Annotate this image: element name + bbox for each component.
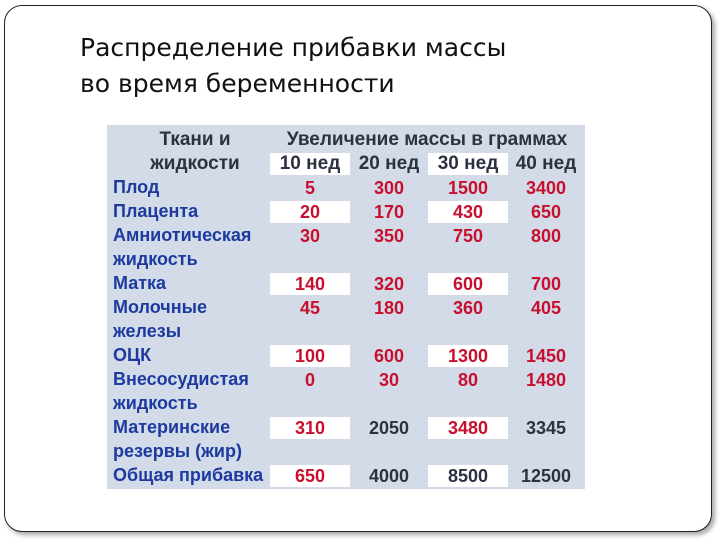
- value-blood-volume-40: 1450: [525, 346, 567, 366]
- value-placenta-20: 170: [373, 202, 405, 222]
- value-breasts-20: 180: [373, 298, 405, 318]
- value-fetus-30: 1500: [447, 178, 489, 198]
- row-label-fetus: Плод: [113, 177, 160, 197]
- title-line-2: во время беременности: [80, 69, 395, 98]
- value-total-gain-10: 650: [270, 465, 350, 487]
- header-tissues-line-1: Ткани и: [159, 129, 231, 150]
- row-label-maternal-reserves-line-2: резервы (жир): [113, 441, 242, 461]
- value-breasts-10: 45: [299, 298, 321, 318]
- value-blood-volume-10: 100: [270, 345, 350, 367]
- value-extravascular-40: 1480: [525, 370, 567, 390]
- value-placenta-30: 430: [428, 201, 508, 223]
- value-amniotic-30: 750: [452, 226, 484, 246]
- value-total-gain-30: 8500: [428, 465, 508, 487]
- header-weight-increase: Увеличение массы в граммах: [286, 129, 568, 150]
- week-header-20: 20 нед: [358, 153, 420, 174]
- row-label-extravascular-line-2: жидкость: [113, 393, 198, 413]
- header-tissues-line-2: жидкости: [150, 153, 240, 174]
- value-extravascular-30: 80: [457, 370, 479, 390]
- row-label-uterus: Матка: [113, 273, 167, 293]
- value-uterus-30: 600: [428, 273, 508, 295]
- value-blood-volume-30: 1300: [428, 345, 508, 367]
- value-breasts-40: 405: [530, 298, 562, 318]
- value-extravascular-10: 0: [304, 370, 315, 390]
- row-label-blood-volume: ОЦК: [113, 345, 152, 365]
- row-label-maternal-reserves-line-1: Материнские: [113, 417, 231, 437]
- row-label-extravascular-line-1: Внесосудистая: [113, 369, 249, 389]
- week-header-40: 40 нед: [515, 153, 577, 174]
- value-blood-volume-20: 600: [373, 346, 405, 366]
- value-amniotic-10: 30: [299, 226, 321, 246]
- row-label-amniotic-line-1: Амниотическая: [113, 225, 252, 245]
- value-fetus-20: 300: [373, 178, 405, 198]
- value-extravascular-20: 30: [378, 370, 400, 390]
- value-total-gain-40: 12500: [520, 466, 572, 486]
- value-uterus-20: 320: [373, 274, 405, 294]
- week-header-30: 30 нед: [428, 153, 508, 175]
- value-breasts-30: 360: [452, 298, 484, 318]
- slide-title: [80, 30, 680, 102]
- row-label-breasts-line-2: железы: [113, 321, 182, 341]
- title-line-1: Распределение прибавки массы: [80, 33, 507, 62]
- value-maternal-reserves-20: 2050: [368, 418, 410, 438]
- value-fetus-40: 3400: [525, 178, 567, 198]
- value-maternal-reserves-10: 310: [270, 417, 350, 439]
- value-fetus-10: 5: [304, 178, 315, 198]
- value-uterus-10: 140: [270, 273, 350, 295]
- row-label-amniotic-line-2: жидкость: [113, 249, 198, 269]
- value-amniotic-20: 350: [373, 226, 405, 246]
- value-maternal-reserves-30: 3480: [428, 417, 508, 439]
- value-placenta-10: 20: [270, 201, 350, 223]
- value-placenta-40: 650: [530, 202, 562, 222]
- value-maternal-reserves-40: 3345: [525, 418, 567, 438]
- weight-gain-table: [107, 125, 585, 489]
- row-label-total-gain: Общая прибавка: [113, 465, 264, 485]
- value-total-gain-20: 4000: [368, 466, 410, 486]
- value-amniotic-40: 800: [530, 226, 562, 246]
- week-header-10: 10 нед: [270, 153, 350, 175]
- row-label-placenta: Плацента: [113, 201, 199, 221]
- row-label-breasts-line-1: Молочные: [113, 297, 207, 317]
- value-uterus-40: 700: [530, 274, 562, 294]
